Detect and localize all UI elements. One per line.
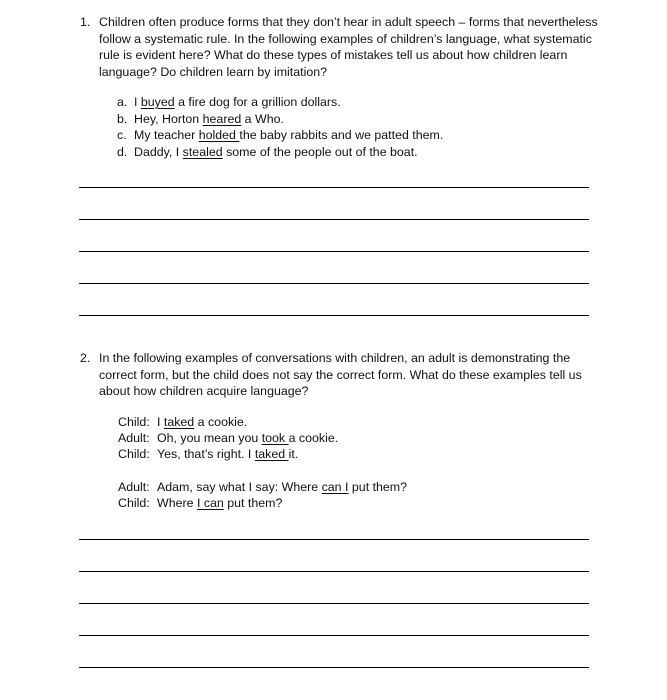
dialogue-1	[118, 414, 338, 463]
answer-line[interactable]	[79, 187, 589, 188]
question-1	[80, 14, 600, 80]
question-number: 2.	[80, 351, 91, 365]
dialogue-line: Adult: Oh, you mean you took a cookie.	[118, 431, 339, 446]
question-number: 1.	[80, 15, 91, 29]
answer-line[interactable]	[79, 539, 589, 540]
dialogue-line: Adult: Adam, say what I say: Where can I put them?	[118, 480, 408, 494]
list-item: a. I buyed a fire dog for a grillion dollars.	[117, 95, 341, 109]
answer-line[interactable]	[79, 315, 589, 316]
dialogue-line: Child: Yes, that’s right. I taked it.	[118, 447, 299, 462]
list-item: b. Hey, Horton heared a Who.	[117, 111, 284, 126]
question-text: In the following examples of conversations with children, an adult is demonstrating the correct form, but the child does not say the correct form. What do these examples tell us about how children acquire language?	[99, 351, 582, 398]
answer-line[interactable]	[79, 667, 589, 668]
answer-line[interactable]	[79, 571, 589, 572]
answer-line[interactable]	[79, 219, 589, 220]
list-item: c. My teacher holded the baby rabbits and we patted them.	[117, 128, 444, 142]
answer-line[interactable]	[79, 635, 589, 636]
dialogue-2	[118, 479, 407, 511]
question-text: Children often produce forms that they don’t hear in adult speech – forms that nevertheless follow a systematic rule. In the following examples of children’s language, what systematic rule is evident here? What do these types of mistakes tell us about how children learn language? Do children learn by imitation?	[99, 15, 598, 79]
answer-line[interactable]	[79, 603, 589, 604]
example-list	[117, 94, 443, 160]
dialogue-line: Child: I taked a cookie.	[118, 415, 248, 429]
list-item: d. Daddy, I stealed some of the people out of the boat.	[117, 144, 418, 159]
answer-line[interactable]	[79, 251, 589, 252]
dialogue-line: Child: Where I can put them?	[118, 496, 283, 511]
question-2	[80, 350, 600, 400]
answer-line[interactable]	[79, 283, 589, 284]
